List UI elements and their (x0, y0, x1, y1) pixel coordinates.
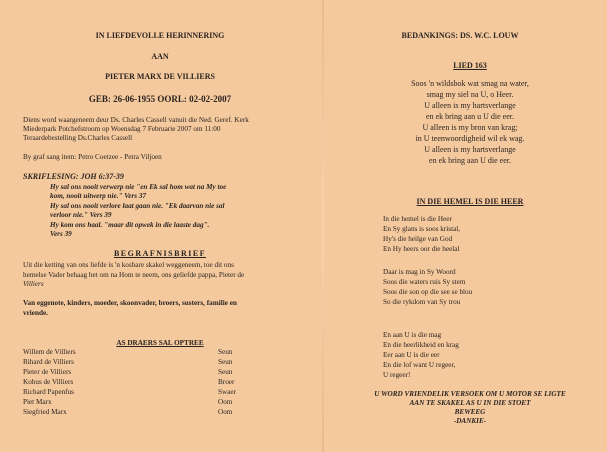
service-line: Teraardebestelling Ds.Charles Cassell (23, 134, 133, 142)
service-line: Miederpark Potchefstroom op Woensdag 7 Februarie 2007 om 11:00 (23, 125, 221, 133)
page-fold (322, 0, 324, 452)
deceased-name: PIETER MARX DE VILLIERS (105, 72, 215, 81)
song-line: In die hemel is die Heer (383, 215, 452, 223)
hymn-line: in U teenwoordigheid wil ek wag. (415, 134, 525, 143)
bearer-name: Willem de Villiers (23, 348, 76, 356)
bearer-relation: Seun (218, 348, 233, 356)
bearer-relation: Oom (218, 398, 233, 406)
bearer-name: Richard Papenfus (23, 388, 74, 396)
bearer-relation: Seun (218, 368, 233, 376)
song-line: En die heerlikheid en krag (383, 341, 459, 349)
song-line: So die rykdom van Sy trou (383, 298, 461, 306)
service-line: Diens word waargeneem deur Ds. Charles Cassell vanuit die Ned. Geref. Kerk (23, 116, 249, 124)
scripture-line: Vers 39 (50, 230, 72, 238)
bearer-relation: Oom (218, 408, 233, 416)
song-line: Eer aan U is die eer (383, 351, 440, 359)
bearer-relation: Seun (218, 358, 233, 366)
song2-title: IN DIE HEMEL IS DIE HEER (416, 197, 524, 206)
song-line: En die lof want U regeer, (383, 361, 456, 369)
scripture-line: Hy kom ons haal. "maar dit opwek in die laaste dag". (50, 221, 210, 229)
closing-line: U WORD VRIENDELIK VERSOEK OM U MOTOR SE LIGTE (374, 390, 566, 398)
closing-line: -DANKIE- (453, 417, 487, 425)
thanks-heading: BEDANKINGS: DS. W.C. LOUW (401, 31, 519, 40)
bearer-name: Kobus de Villiers (23, 378, 74, 386)
hymn-line: en ek bring aan U die eer. (429, 156, 511, 165)
song-line: En Hy heers oor die heelal (383, 245, 460, 253)
aan-label: AAN (151, 52, 169, 61)
bearer-name: Piet Marx (23, 398, 52, 406)
hymn-line: U alleen is my hartsverlange (424, 101, 516, 110)
scripture-line: Hy sal ons nooit verwerp nie "en Ek sal hom wat na My toe (50, 183, 227, 191)
song-line: En Sy glans is soos kristal, (383, 225, 461, 233)
scripture-line: kom, nooit uitwerp nie." Vers 37 (50, 192, 147, 200)
hymn-line: smag my siel na U, o Heer. (426, 90, 514, 99)
memorial-heading: IN LIEFDEVOLLE HERINNERING (95, 31, 225, 40)
funeral-letter-line: Uit die ketting van ons liefde is 'n kosbare skakel weggeneem, toe dit ons (23, 261, 234, 269)
song-line: Hy's die heilge van God (383, 235, 453, 243)
funeral-letter-line: hemelse Vader behaag het om na Hom te neem, ons geliefde pappa, Pieter de (23, 271, 245, 279)
closing-line: AAN TE SKAKEL AS U IN DIE STOET (409, 399, 531, 407)
family-line: Van eggenote, kinders, moeder, skoonvader, broers, susters, familie en (23, 299, 237, 307)
scripture-title: SKRIFLESING: JOH 6:37-39 (23, 172, 124, 181)
hymn-line: U alleen is my hartsverlange (424, 145, 516, 154)
funeral-letter-line: Villiers (23, 280, 44, 288)
life-dates: GEB: 26-06-1955 OORL: 02-02-2007 (88, 94, 232, 104)
bearer-relation: Swaer (218, 388, 236, 396)
hymn-line: Soos 'n wildsbok wat smag na water, (411, 79, 529, 88)
song-line: Daar is mag in Sy Woord (383, 268, 456, 276)
song-line: Soos die waters ruis Sy stem (383, 278, 466, 286)
scripture-line: Hy sal ons nooit verlore laat gaan nie. "Ek daarvan nie sal (50, 202, 225, 210)
bearer-relation: Broer (218, 378, 235, 386)
song-line: Soos die son op die see se blou (383, 288, 473, 296)
hymn-title: LIED 163 (453, 61, 487, 70)
bearer-name: Pieter de Villiers (23, 368, 72, 376)
scripture-line: verloor nie." Vers 39 (50, 211, 112, 219)
funeral-letter-title: BEGRAFNISBRIEF (113, 249, 207, 258)
family-line: vriende. (23, 309, 48, 317)
bearer-name: Rihard de Villiers (23, 358, 74, 366)
song-line: En aan U is die mag (383, 331, 442, 339)
closing-line: BEWEEG (454, 408, 486, 416)
hymn-line: U alleen is my bron van krag; (422, 123, 518, 132)
bearer-name: Siegfried Marx (23, 408, 67, 416)
song-line: U regeer! (383, 371, 411, 379)
hymn-line: en ek bring aan u U die eer. (426, 112, 514, 121)
bearers-title: AS DRAERS SAL OPTREE (116, 339, 204, 347)
grave-song-line: By graf sang item: Petro Coetzee - Petra Viljoen (23, 153, 162, 161)
